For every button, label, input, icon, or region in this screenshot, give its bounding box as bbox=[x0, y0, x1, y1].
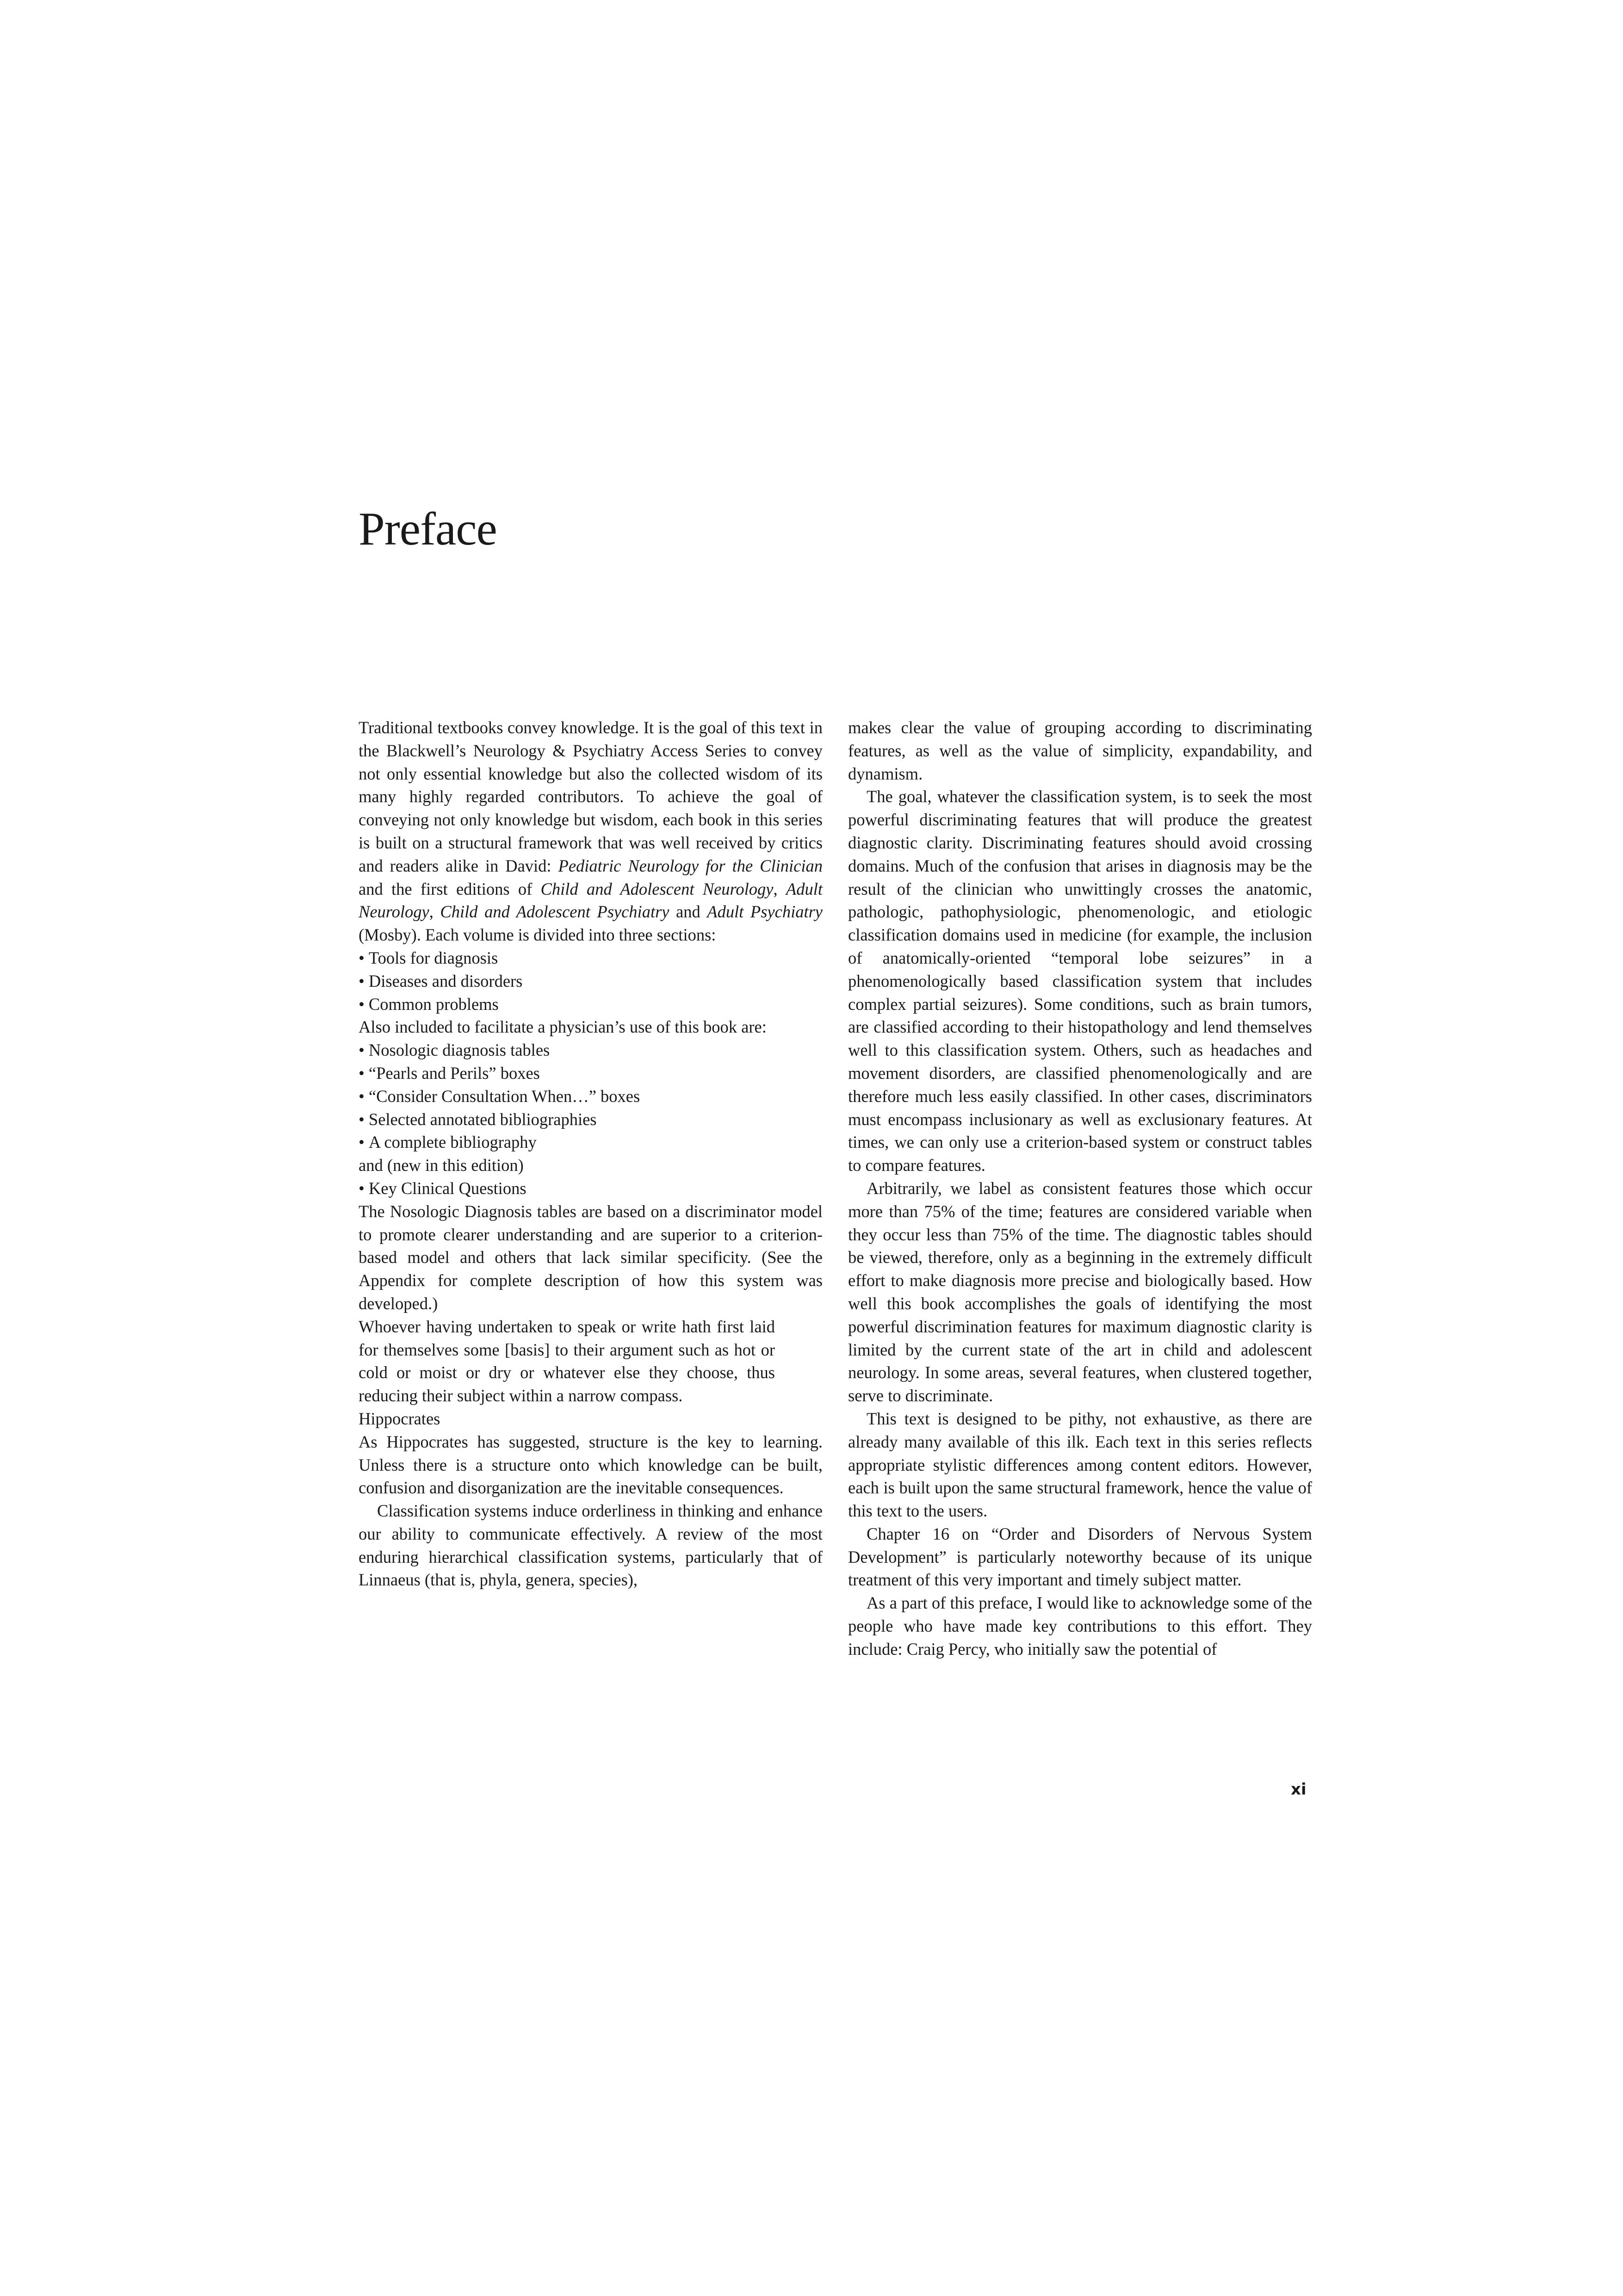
intro-paragraph bbox=[359, 716, 823, 947]
body-paragraph: Chapter 16 on “Order and Disorders of Nervous System Development” is particularly noteworthy because of its unique treatment of this very important and timely subject matter. bbox=[848, 1524, 1312, 1590]
body-paragraph: The goal, whatever the classification system, is to seek the most powerful discriminating features that will produce the greatest diagnostic clarity. Discriminating features should avoid crossing domains. Much of the confusion that arises in diagnosis may be the result of the clinician who unwittingly crosses the anatomic, pathologic, pathophysiologic, phenomenologic, and etiologic classification domains used in medicine (for example, the inclusion of anatomically-oriented “temporal lobe seizures” in a phenomenologically based classification system that includes complex partial seizures). Some conditions, such as brain tumors, are classified according to their histopathology and lend themselves well to this classification system. Others, such as headaches and movement disorders, are classified phenomenologically and are therefore much less easily classified. In other cases, discriminators must encompass inclusionary as well as exclusionary features. At times, we can only use a criterion-based system or construct tables to compare features. bbox=[848, 787, 1312, 1175]
body-paragraph: makes clear the value of grouping according to discriminating features, as well as the value of simplicity, expandability, and dynamism. bbox=[848, 718, 1312, 783]
body-paragraph: Classification systems induce orderliness in thinking and enhance our ability to communicate effectively. A review of the most enduring hierarchical classification systems, particularly that of Linnaeus (that is, phyla, genera, species), bbox=[359, 1501, 823, 1590]
connector-text: and bbox=[669, 902, 707, 922]
list-item: • Tools for diagnosis bbox=[359, 947, 823, 970]
intro-text: (Mosby). Each volume is divided into three sections: bbox=[359, 925, 716, 945]
book-title: Child and Adolescent Psychiatry bbox=[440, 902, 669, 922]
list-item: • Nosologic diagnosis tables bbox=[359, 1039, 823, 1062]
list-item: • Selected annotated bibliographies bbox=[359, 1108, 823, 1131]
body-paragraph: Arbitrarily, we label as consistent features those which occur more than 75% of the time; features are considered variable when they occur less than 75% of the time. The diagnostic tables should be viewed, therefore, only as a beginning in the extremely difficult effort to make diagnosis more precise and biologically based. How well this book accomplishes the goals of identifying the most powerful discrimination features for maximum diagnostic clarity is limited by the current state of the art in child and adolescent neurology. In some areas, several features, when clustered together, serve to discriminate. bbox=[848, 1178, 1312, 1405]
list-item: • Key Clinical Questions bbox=[359, 1177, 823, 1200]
sections-list bbox=[359, 947, 823, 1015]
book-title: Child and Adolescent Neurology bbox=[540, 879, 774, 898]
list-item: • A complete bibliography bbox=[359, 1131, 823, 1154]
list-item: • “Pearls and Perils” boxes bbox=[359, 1062, 823, 1085]
list-item: • Common problems bbox=[359, 993, 823, 1016]
epigraph-quote: Whoever having undertaken to speak or write hath first laid for themselves some [basis] to their argument such as hot or cold or moist or dry or whatever else they choose, thus reducing their subject within a narrow compass. bbox=[359, 1317, 775, 1405]
page-number: xi bbox=[1291, 1780, 1307, 1799]
connector-text: , bbox=[773, 879, 786, 898]
book-title: Adult Psychiatry bbox=[707, 902, 823, 922]
connector-text: and the first editions of bbox=[359, 879, 541, 898]
right-column bbox=[848, 716, 1312, 1661]
body-paragraph: This text is designed to be pithy, not exhaustive, as there are already many available of this ilk. Each text in this series reflects appropriate stylistic differences among content editors. However, each is built upon the same structural framework, hence the value of this text to the users. bbox=[848, 1409, 1312, 1521]
connector-text: , bbox=[429, 902, 440, 922]
new-features-list bbox=[359, 1177, 823, 1200]
body-paragraph: As a part of this preface, I would like to acknowledge some of the people who have made key contributions to this effort. They include: Craig Percy, who initially saw the potential of bbox=[848, 1593, 1312, 1659]
left-column bbox=[359, 716, 823, 1591]
new-edition-text: and (new in this edition) bbox=[359, 1156, 524, 1175]
intro-text: Traditional textbooks convey knowledge. It is the goal of this text in the Blackwell’s Neurology & Psychiatry Access Series to convey not only essential knowledge but also the collected wisdom of its many highly regarded contributors. To achieve the goal of conveying not only knowledge but wisdom, each book in this series is built on a structural framework that was well received by critics and readers alike in David: bbox=[359, 718, 823, 875]
book-title: Adult Neurology bbox=[359, 879, 823, 922]
list-item: • Diseases and disorders bbox=[359, 970, 823, 993]
list-item: • “Consider Consultation When…” boxes bbox=[359, 1085, 823, 1108]
quote-author: Hippocrates bbox=[359, 1409, 440, 1428]
features-list bbox=[359, 1039, 823, 1154]
book-title: Pediatric Neurology for the Clinician bbox=[558, 856, 823, 875]
page-title: Preface bbox=[359, 503, 497, 555]
also-included-text: Also included to facilitate a physician’s use of this book are: bbox=[359, 1017, 767, 1037]
body-paragraph: As Hippocrates has suggested, structure is the key to learning. Unless there is a structure onto which knowledge can be built, confusion and disorganization are the inevitable consequences. bbox=[359, 1432, 823, 1498]
nosologic-paragraph: The Nosologic Diagnosis tables are based on a discriminator model to promote clearer understanding and are superior to a criterion-based model and others that lack similar specificity. (See the Appendix for complete description of how this system was developed.) bbox=[359, 1201, 823, 1313]
